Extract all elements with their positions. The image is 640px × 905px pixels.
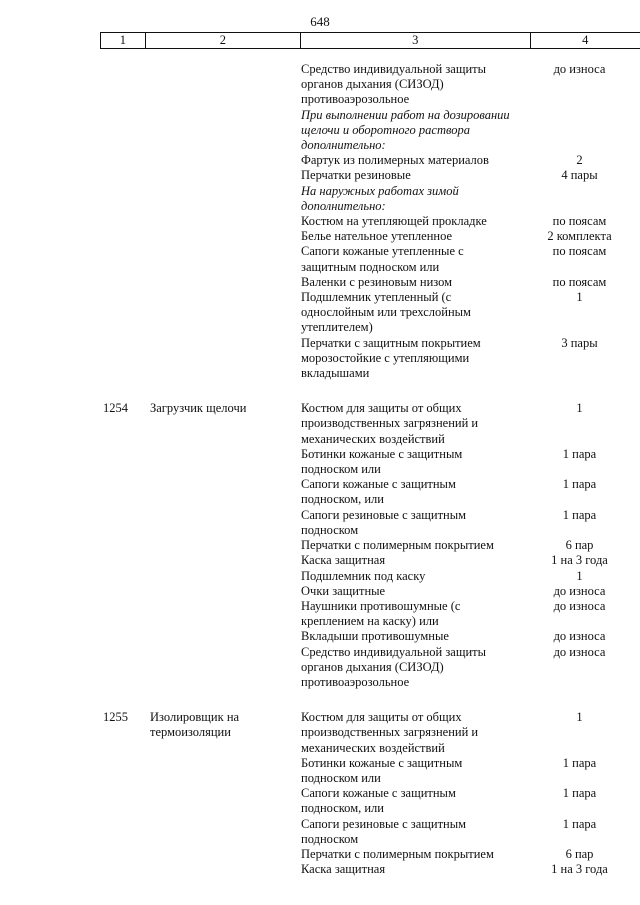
issue-quantity: до износа bbox=[553, 629, 606, 644]
condition-note-row bbox=[301, 108, 640, 154]
equipment-list bbox=[301, 401, 640, 690]
equipment-item: Фартук из полимерных материалов bbox=[301, 153, 489, 168]
equipment-list bbox=[301, 62, 640, 381]
equipment-row bbox=[301, 584, 640, 599]
equipment-item: Очки защитные bbox=[301, 583, 386, 598]
equipment-item: Сапоги резиновые с защитным подноском bbox=[301, 507, 467, 537]
equipment-row bbox=[301, 477, 640, 507]
entry-number: 1255 bbox=[103, 710, 128, 725]
equipment-row bbox=[301, 336, 640, 382]
equipment-row bbox=[301, 599, 640, 629]
equipment-row bbox=[301, 153, 640, 168]
equipment-item: Сапоги резиновые с защитным подноском bbox=[301, 816, 467, 846]
issue-quantity: до износа bbox=[553, 583, 606, 598]
issue-quantity: 1 на 3 года bbox=[551, 553, 608, 568]
equipment-item: Средство индивидуальной защиты органов дыхания (СИЗОД) противоаэрозольное bbox=[301, 644, 487, 689]
equipment-row bbox=[301, 629, 640, 644]
equipment-item: Перчатки резиновые bbox=[301, 168, 411, 183]
equipment-row bbox=[301, 645, 640, 691]
issue-quantity: 6 пар bbox=[565, 538, 594, 553]
occupation-name: Загрузчик щелочи bbox=[150, 401, 247, 416]
equipment-item: Белье нательное утепленное bbox=[301, 229, 453, 244]
equipment-row bbox=[301, 538, 640, 553]
norms-table-body bbox=[0, 62, 640, 877]
issue-quantity: 1 bbox=[576, 710, 583, 725]
equipment-item: Перчатки с полимерным покрытием bbox=[301, 538, 494, 553]
equipment-item: Костюм на утепляющей прокладке bbox=[301, 214, 487, 229]
equipment-row bbox=[301, 710, 640, 756]
equipment-row bbox=[301, 553, 640, 568]
equipment-item: Подшлемник под каску bbox=[301, 568, 426, 583]
issue-quantity: 3 пары bbox=[561, 335, 598, 350]
issue-quantity: 1 bbox=[576, 401, 583, 416]
equipment-item: Наушники противошумные (с креплением на каску) или bbox=[301, 598, 461, 629]
entry-number: 1254 bbox=[103, 401, 128, 416]
issue-quantity: до износа bbox=[553, 62, 606, 76]
condition-note: При выполнении работ на дозировании щелочи и оборотного раствора дополнительно: bbox=[301, 107, 510, 153]
equipment-item: Костюм для защиты от общих производственных загрязнений и механических воздействий bbox=[301, 401, 479, 446]
equipment-row bbox=[301, 62, 640, 108]
equipment-item: Валенки с резиновым низом bbox=[301, 274, 453, 289]
equipment-item: Сапоги кожаные с защитным подноском, или bbox=[301, 477, 456, 507]
equipment-item: Подшлемник утепленный (с однослойным или трехслойным утеплителем) bbox=[301, 290, 471, 335]
equipment-row bbox=[301, 508, 640, 538]
issue-quantity: 1 пара bbox=[562, 507, 597, 522]
equipment-row bbox=[301, 229, 640, 244]
issue-quantity: до износа bbox=[553, 598, 606, 613]
equipment-row bbox=[301, 447, 640, 477]
equipment-item: Ботинки кожаные с защитным подноском или bbox=[301, 755, 463, 785]
equipment-list bbox=[301, 710, 640, 877]
equipment-item: Перчатки с защитным покрытием морозостойкие с утепляющими вкладышами bbox=[301, 335, 481, 381]
issue-quantity: по поясам bbox=[552, 214, 607, 229]
equipment-row bbox=[301, 214, 640, 229]
equipment-row bbox=[301, 862, 640, 877]
issue-quantity bbox=[519, 184, 640, 214]
issue-quantity: 6 пар bbox=[565, 846, 594, 861]
issue-quantity: 1 пара bbox=[562, 477, 597, 492]
equipment-item: Средство индивидуальной защиты органов дыхания (СИЗОД) противоаэрозольное bbox=[301, 62, 487, 107]
issue-quantity: 2 комплекта bbox=[547, 229, 612, 244]
page-number: 648 bbox=[310, 14, 330, 29]
issue-quantity: 1 пара bbox=[562, 755, 597, 770]
condition-note: На наружных работах зимой дополнительно: bbox=[301, 183, 459, 213]
equipment-item: Вкладыши противошумные bbox=[301, 629, 449, 644]
issue-quantity: до износа bbox=[553, 644, 606, 659]
equipment-item: Сапоги кожаные с защитным подноском, или bbox=[301, 786, 456, 816]
equipment-row bbox=[301, 847, 640, 862]
column-header-3: 3 bbox=[300, 33, 530, 48]
condition-note-row bbox=[301, 184, 640, 214]
issue-quantity: 1 пара bbox=[562, 446, 597, 461]
issue-quantity: 2 bbox=[576, 153, 583, 168]
equipment-row bbox=[301, 786, 640, 816]
equipment-item: Сапоги кожаные утепленные с защитным подноском или bbox=[301, 244, 464, 274]
equipment-item: Ботинки кожаные с защитным подноском или bbox=[301, 446, 463, 477]
occupation-name: Изолировщик на термоизоляции bbox=[150, 710, 240, 740]
equipment-row bbox=[301, 756, 640, 786]
equipment-row bbox=[301, 168, 640, 183]
column-header-2: 2 bbox=[145, 33, 300, 48]
equipment-item: Перчатки с полимерным покрытием bbox=[301, 846, 494, 861]
equipment-row bbox=[301, 290, 640, 336]
issue-quantity: 1 на 3 года bbox=[551, 862, 608, 877]
table-entry bbox=[0, 710, 640, 877]
column-header-row bbox=[100, 32, 640, 49]
equipment-item: Каска защитная bbox=[301, 862, 386, 877]
equipment-row bbox=[301, 244, 640, 274]
equipment-item: Каска защитная bbox=[301, 553, 386, 568]
column-header-1: 1 bbox=[100, 33, 145, 48]
issue-quantity: по поясам bbox=[552, 244, 607, 259]
table-entry bbox=[0, 62, 640, 381]
equipment-item: Костюм для защиты от общих производственных загрязнений и механических воздействий bbox=[301, 710, 479, 755]
equipment-row bbox=[301, 275, 640, 290]
column-header-4: 4 bbox=[530, 33, 640, 48]
issue-quantity: 1 пара bbox=[562, 816, 597, 831]
equipment-row bbox=[301, 401, 640, 447]
issue-quantity: 1 пара bbox=[562, 786, 597, 801]
issue-quantity: 4 пары bbox=[561, 168, 598, 183]
table-entry bbox=[0, 401, 640, 690]
issue-quantity: 1 bbox=[576, 568, 583, 583]
issue-quantity: по поясам bbox=[552, 274, 607, 289]
equipment-row bbox=[301, 569, 640, 584]
issue-quantity bbox=[519, 108, 640, 154]
equipment-row bbox=[301, 817, 640, 847]
issue-quantity: 1 bbox=[576, 290, 583, 305]
